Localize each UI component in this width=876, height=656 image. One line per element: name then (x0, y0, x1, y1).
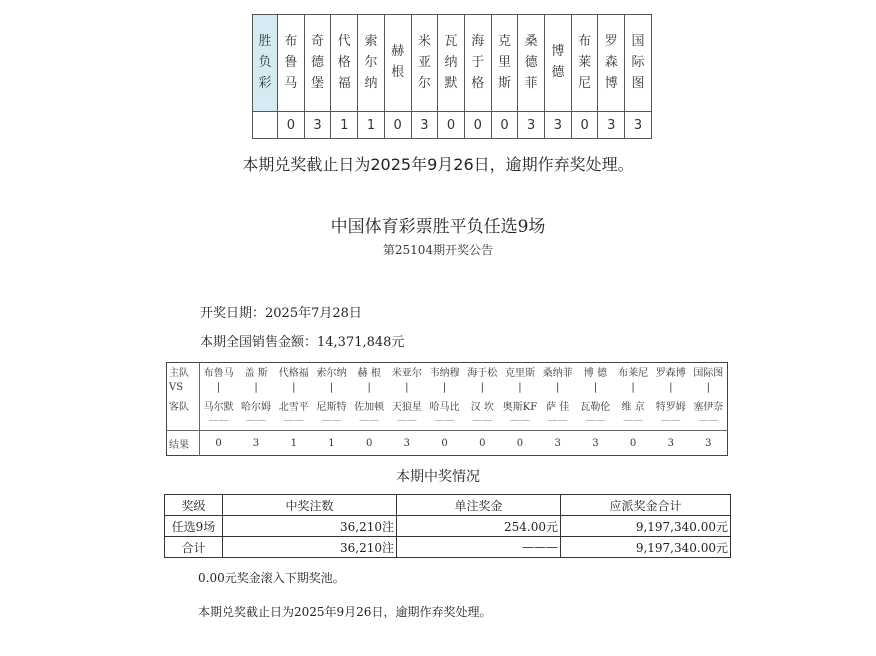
prize-cell: 合计 (165, 537, 223, 558)
result-cell: 0 (384, 112, 411, 139)
team-name-cell (438, 15, 465, 112)
away-team-cell: 瓦勒伦 (580, 401, 611, 413)
vs-bar-cell: | (593, 382, 598, 394)
home-team-cell: 布莱尼 (618, 368, 649, 380)
away-team-cell: 萨 佳 (546, 401, 570, 413)
dash-cell: —— (246, 414, 267, 426)
away-team-cell: 汉 坎 (470, 401, 494, 413)
vs-bar-cell: | (367, 382, 371, 394)
dash-cell: —— (283, 414, 304, 426)
dash-cell: —— (623, 414, 644, 426)
team-name: 国际图 (631, 33, 645, 91)
match-result-cell: 3 (577, 431, 615, 456)
away-team-cell: 哈尔姆 (241, 401, 272, 413)
team-name: 桑德菲 (524, 33, 538, 91)
away-team-cell: 维 京 (621, 401, 645, 413)
team-name: 布鲁马 (284, 33, 298, 91)
away-team-cell: 北雪平 (278, 401, 309, 413)
dash-cell: —— (585, 414, 606, 426)
vs-bar-cell: | (706, 382, 710, 394)
vs-bar-cell: | (254, 382, 258, 394)
prize-header-cell: 奖级 (165, 495, 223, 516)
result-cell: 0 (464, 112, 491, 139)
match-result-cell: 0 (426, 431, 464, 456)
lottery-result-table (252, 14, 652, 139)
prize-cell: 9,197,340.00元 (561, 516, 731, 537)
away-team-cell: 天狼星 (391, 401, 422, 413)
vs-bar-cell: | (442, 382, 447, 394)
home-team-cell: 布鲁马 (203, 368, 234, 380)
home-team-cell: 索尔纳 (316, 368, 347, 380)
home-team-cell: 米亚尔 (391, 368, 422, 380)
results-row-header (253, 112, 278, 139)
away-team-cell: 塞伊奈 (693, 401, 724, 413)
vs-bar-cell: | (405, 382, 409, 394)
team-name-cell (625, 15, 652, 112)
results-row (253, 112, 652, 139)
match-result-cell: 0 (501, 431, 539, 456)
away-team-cell: 哈马比 (429, 401, 460, 413)
team-name-cell (384, 15, 411, 112)
match-result-cell: 1 (275, 431, 313, 456)
team-name: 布莱尼 (578, 33, 592, 91)
dash-row-label (167, 415, 200, 431)
home-team-row (167, 363, 728, 381)
result-cell: 3 (625, 112, 652, 139)
home-team-cell: 罗森博 (655, 368, 686, 380)
away-team-row (167, 395, 728, 414)
team-name-cell (464, 15, 491, 112)
result-cell: 0 (438, 112, 465, 139)
prize-cell: 任选9场 (165, 516, 223, 537)
team-name: 奇德堡 (311, 33, 325, 91)
result-cell: 3 (545, 112, 572, 139)
result-cell: 3 (304, 112, 331, 139)
match-result-cell: 3 (690, 431, 728, 456)
match-result-cell: 3 (388, 431, 426, 456)
team-name: 代格福 (337, 33, 351, 91)
result-cell: 1 (358, 112, 385, 139)
home-team-cell: 克里斯 (504, 368, 535, 380)
dash-cell: —— (472, 414, 493, 426)
home-team-cell: 盖 斯 (244, 368, 268, 380)
prize-pool-note: 0.00元奖金滚入下期奖池。 (198, 571, 345, 585)
prize-header-cell: 中奖注数 (223, 495, 397, 516)
team-name-cell (491, 15, 518, 112)
result-cell: 0 (571, 112, 598, 139)
result-cell: 3 (598, 112, 625, 139)
prize-cell: 36,210注 (223, 537, 397, 558)
lottery-type-label: 胜负彩 (258, 33, 272, 91)
dash-cell: —— (321, 414, 342, 426)
team-name-cell (411, 15, 438, 112)
dash-cell: —— (509, 414, 530, 426)
vs-bar-cell: | (518, 382, 522, 394)
result-label: 结果 (167, 431, 200, 456)
team-name: 博德 (551, 44, 565, 80)
team-names-row (253, 15, 652, 112)
claim-deadline-note: 本期兑奖截止日为2025年9月26日，逾期作弃奖处理。 (242, 155, 634, 174)
announcement-subtitle: 第25104期开奖公告 (382, 243, 494, 257)
team-name: 罗森博 (604, 33, 618, 91)
vs-bar-cell: | (555, 382, 560, 394)
prize-cell: ——— (397, 537, 561, 558)
vs-bar-cell: | (329, 382, 334, 394)
result-cell: 0 (491, 112, 518, 139)
announcement-title: 中国体育彩票胜平负任选9场 (330, 217, 546, 237)
home-team-cell: 国际图 (693, 368, 724, 380)
match-result-cell: 1 (313, 431, 351, 456)
prize-table (164, 494, 731, 558)
team-name-cell (545, 15, 572, 112)
prize-header-row (165, 495, 731, 516)
home-team-cell: 赫 根 (357, 368, 381, 380)
prize-header-cell: 应派奖金合计 (561, 495, 731, 516)
team-name: 海于格 (471, 33, 485, 91)
team-name: 米亚尔 (417, 33, 431, 91)
prize-cell: 254.00元 (397, 516, 561, 537)
away-label: 客队 (167, 395, 200, 414)
vs-row (167, 380, 728, 395)
result-cell: 3 (518, 112, 545, 139)
team-name-cell (598, 15, 625, 112)
team-name: 索尔纳 (364, 33, 378, 91)
away-team-cell: 佐加顿 (354, 401, 385, 413)
match-result-cell: 0 (614, 431, 652, 456)
away-team-cell: 尼斯特 (316, 401, 347, 413)
away-team-cell: 奥斯KF (502, 401, 538, 413)
prize-row (165, 516, 731, 537)
match-result-cell: 0 (463, 431, 501, 456)
dash-cell: —— (660, 414, 681, 426)
lottery-type-header (253, 15, 278, 112)
draw-date: 开奖日期：2025年7月28日 (200, 306, 362, 321)
team-name-cell (278, 15, 305, 112)
vs-bar-cell: | (480, 382, 484, 394)
team-name-cell (358, 15, 385, 112)
prize-section-title: 本期中奖情况 (396, 469, 480, 485)
match-result-row (167, 431, 728, 456)
team-name-cell (304, 15, 331, 112)
vs-bar-cell: | (631, 382, 635, 394)
claim-deadline-footer: 本期兑奖截止日为2025年9月26日，逾期作弃奖处理。 (198, 605, 492, 619)
team-name-cell (331, 15, 358, 112)
match-result-cell: 3 (652, 431, 690, 456)
vs-bar-cell: | (292, 382, 296, 394)
team-name: 赫根 (391, 44, 405, 80)
vs-label: VS (167, 380, 200, 395)
prize-cell: 9,197,340.00元 (561, 537, 731, 558)
team-name-cell (571, 15, 598, 112)
team-name: 克里斯 (497, 33, 511, 91)
away-team-cell: 马尔默 (203, 401, 234, 413)
match-result-cell: 0 (350, 431, 388, 456)
match-result-cell: 0 (200, 431, 238, 456)
home-team-cell: 韦纳穆 (429, 368, 460, 380)
prize-cell: 36,210注 (223, 516, 397, 537)
result-cell: 1 (331, 112, 358, 139)
team-name: 瓦纳默 (444, 33, 458, 91)
home-team-cell: 博 德 (583, 368, 607, 380)
vs-bar-cell: | (216, 382, 221, 394)
dash-cell: —— (547, 414, 568, 426)
vs-bar-cell: | (669, 382, 673, 394)
dash-row (167, 415, 728, 431)
team-name-cell (518, 15, 545, 112)
sales-amount: 本期全国销售金额：14,371,848元 (200, 335, 405, 350)
dash-cell: —— (396, 414, 417, 426)
away-team-cell: 特罗姆 (655, 401, 686, 413)
dash-cell: —— (359, 414, 380, 426)
dash-cell: —— (434, 414, 455, 426)
result-cell: 3 (411, 112, 438, 139)
match-result-cell: 3 (237, 431, 275, 456)
prize-total-row (165, 537, 731, 558)
home-label: 主队 (167, 363, 200, 381)
dash-cell: —— (698, 414, 719, 426)
prize-header-cell: 单注奖金 (397, 495, 561, 516)
home-team-cell: 海于松 (467, 368, 498, 380)
match-result-cell: 3 (539, 431, 577, 456)
dash-cell: —— (208, 414, 229, 426)
home-team-cell: 代格福 (278, 368, 309, 380)
home-team-cell: 桑纳菲 (542, 368, 573, 380)
result-cell: 0 (278, 112, 305, 139)
match-table (166, 362, 728, 456)
